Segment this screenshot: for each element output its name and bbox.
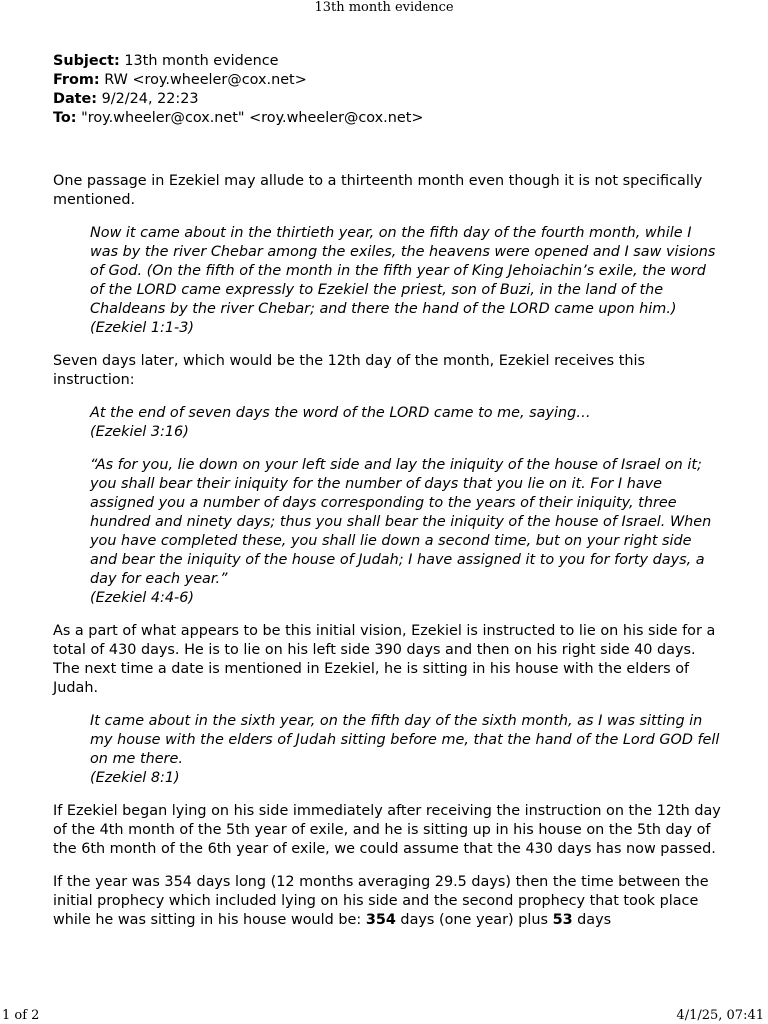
from-label: From:: [53, 72, 100, 88]
quote-reference: (Ezekiel 1:1-3): [90, 320, 194, 336]
to-value: "roy.wheeler@cox.net" <roy.wheeler@cox.net>: [81, 110, 424, 126]
quote-text: “As for you, lie down on your left side and lay the iniquity of the house of Israel on it; you shall bear their iniquity for the number of days that you lie on it. For I have assigned you a number of days corresponding to the years of their iniquity, three hundred and ninety days; thus you shall bear the iniquity of the house of Israel. When you have completed these, you shall lie down a second time, but on your right side and bear the iniquity of the house of Judah; I have assigned it to you for forty days, a day for each year.”: [90, 457, 712, 587]
quote-reference: (Ezekiel 4:4-6): [90, 590, 194, 606]
paragraph-1: One passage in Ezekiel may allude to a thirteenth month even though it is not specifically mentioned.: [53, 173, 703, 208]
email-content: [53, 52, 723, 944]
subject-line: [53, 52, 723, 71]
quote-reference: (Ezekiel 8:1): [90, 770, 180, 786]
quote-ezekiel-4: [90, 456, 720, 608]
paragraph-5: [53, 873, 723, 930]
print-timestamp: 4/1/25, 07:41: [676, 1008, 764, 1023]
page-title: 13th month evidence: [314, 0, 454, 15]
paragraph-3: As a part of what appears to be this initial vision, Ezekiel is instructed to lie on his side for a total of 430 days. He is to lie on his left side 390 days and then on his right side 40 days. The next time a date is mentioned in Ezekiel, he is sitting in his house with the elders of Judah.: [53, 623, 716, 696]
subject-value: 13th month evidence: [124, 53, 279, 69]
from-value: RW <roy.wheeler@cox.net>: [104, 72, 307, 88]
paragraph-2: Seven days later, which would be the 12th day of the month, Ezekiel receives this instruction:: [53, 353, 645, 388]
email-header: [53, 52, 723, 128]
date-label: Date:: [53, 91, 98, 107]
quote-reference: (Ezekiel 3:16): [90, 424, 189, 440]
paragraph-5-text-2: days (one year) plus: [395, 912, 553, 928]
paragraph-5-text-3: days: [572, 912, 612, 928]
quote-ezekiel-3: [90, 404, 720, 442]
paragraph-5-text-1: If the year was 354 days long (12 months averaging 29.5 days) then the time between the initial prophecy which included lying on his side and the second prophecy that took place while he was sitting in his house would be:: [53, 874, 709, 928]
from-line: [53, 71, 723, 90]
date-value: 9/2/24, 22:23: [101, 91, 199, 107]
paragraph-5-bold-2: 53: [552, 912, 573, 928]
paragraph-5-bold-1: 354: [365, 912, 396, 928]
paragraph-4: If Ezekiel began lying on his side immediately after receiving the instruction on the 12th day of the 4th month of the 5th year of exile, and he is sitting up in his house on the 5th day of the 6th month of the 6th year of exile, we could assume that the 430 days has now passed.: [53, 803, 721, 857]
page-number: 1 of 2: [2, 1008, 40, 1023]
date-line: [53, 90, 723, 109]
to-line: [53, 109, 723, 128]
quote-text: Now it came about in the thirtieth year, on the fifth day of the fourth month, while I was by the river Chebar among the exiles, the heavens were opened and I saw visions of God. (On the fifth of the month in the fifth year of King Jehoiachin’s exile, the word of the LORD came expressly to Ezekiel the priest, son of Buzi, in the land of the Chaldeans by the river Chebar; and there the hand of the LORD came upon him.): [90, 225, 716, 317]
quote-text: It came about in the sixth year, on the fifth day of the sixth month, as I was sitting in my house with the elders of Judah sitting before me, that the hand of the Lord GOD fell on me there.: [90, 713, 720, 767]
quote-ezekiel-1: [90, 224, 720, 338]
quote-text: At the end of seven days the word of the LORD came to me, saying…: [90, 405, 591, 421]
subject-label: Subject:: [53, 53, 120, 69]
to-label: To:: [53, 110, 77, 126]
quote-ezekiel-8: [90, 712, 720, 788]
